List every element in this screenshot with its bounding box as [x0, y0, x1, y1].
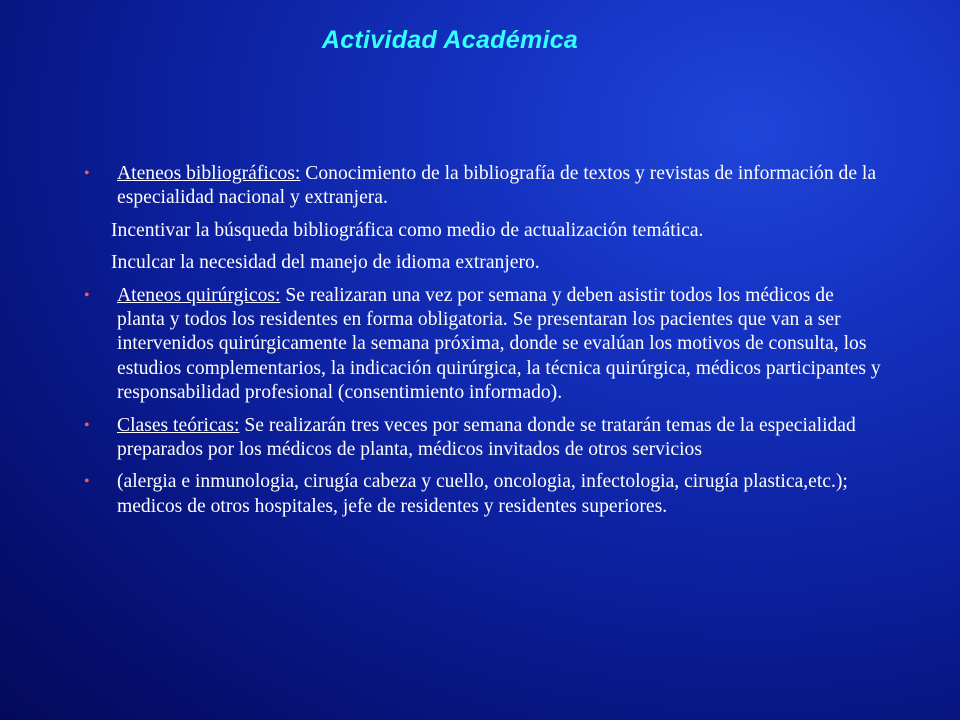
- bullet-dot-icon: •: [84, 286, 90, 304]
- bullet-item-otros-servicios: [84, 470, 884, 519]
- slide-body: [84, 162, 884, 527]
- slide-title: Actividad Académica: [321, 26, 579, 54]
- bullet-lead: Ateneos bibliográficos:: [117, 163, 301, 184]
- bullet-lead: Clases teóricas:: [117, 414, 240, 436]
- bullet-text: (alergia e inmunologia, cirugía cabeza y cuello, oncologia, infectologia, cirugía plastica,etc.); medicos de otros hospitales, jefe de residentes y residentes superiores.: [117, 471, 848, 517]
- indented-line: Incentivar la búsqueda bibliográfica como medio de actualización temática.: [111, 219, 704, 241]
- bullet-lead: Ateneos quirúrgicos:: [117, 284, 281, 306]
- bullet-item-ateneos-bibliograficos: [84, 162, 884, 211]
- bullet-text: Se realizaran una vez por semana y deben asistir todos los médicos de planta y todos los residentes en forma obligatoria. Se presentaran los pacientes que van a ser intervenidos quirúrgicamente la semana próxima, donde se evalúan los motivos de consulta, los estudios complementarios, la indicación quirúrgica, la técnica quirúrgica, médicos participantes y responsabilidad profesional (consentimiento informado).: [117, 284, 881, 404]
- bullet-item-clases-teoricas: [84, 414, 884, 463]
- indented-line: Inculcar la necesidad del manejo de idioma extranjero.: [111, 252, 540, 274]
- bullet-text: Se realizarán tres veces por semana donde se tratarán temas de la especialidad preparados por los médicos de planta, médicos invitados de otros servicios: [117, 414, 856, 461]
- bullet-dot-icon: •: [84, 473, 90, 491]
- bullet-text: Conocimiento de la bibliografía de textos y revistas de información de la especialidad nacional y extranjera.: [117, 163, 877, 209]
- bullet-dot-icon: •: [84, 416, 90, 434]
- bullet-item-ateneos-quirurgicos: [84, 284, 884, 406]
- bullet-dot-icon: •: [84, 165, 90, 182]
